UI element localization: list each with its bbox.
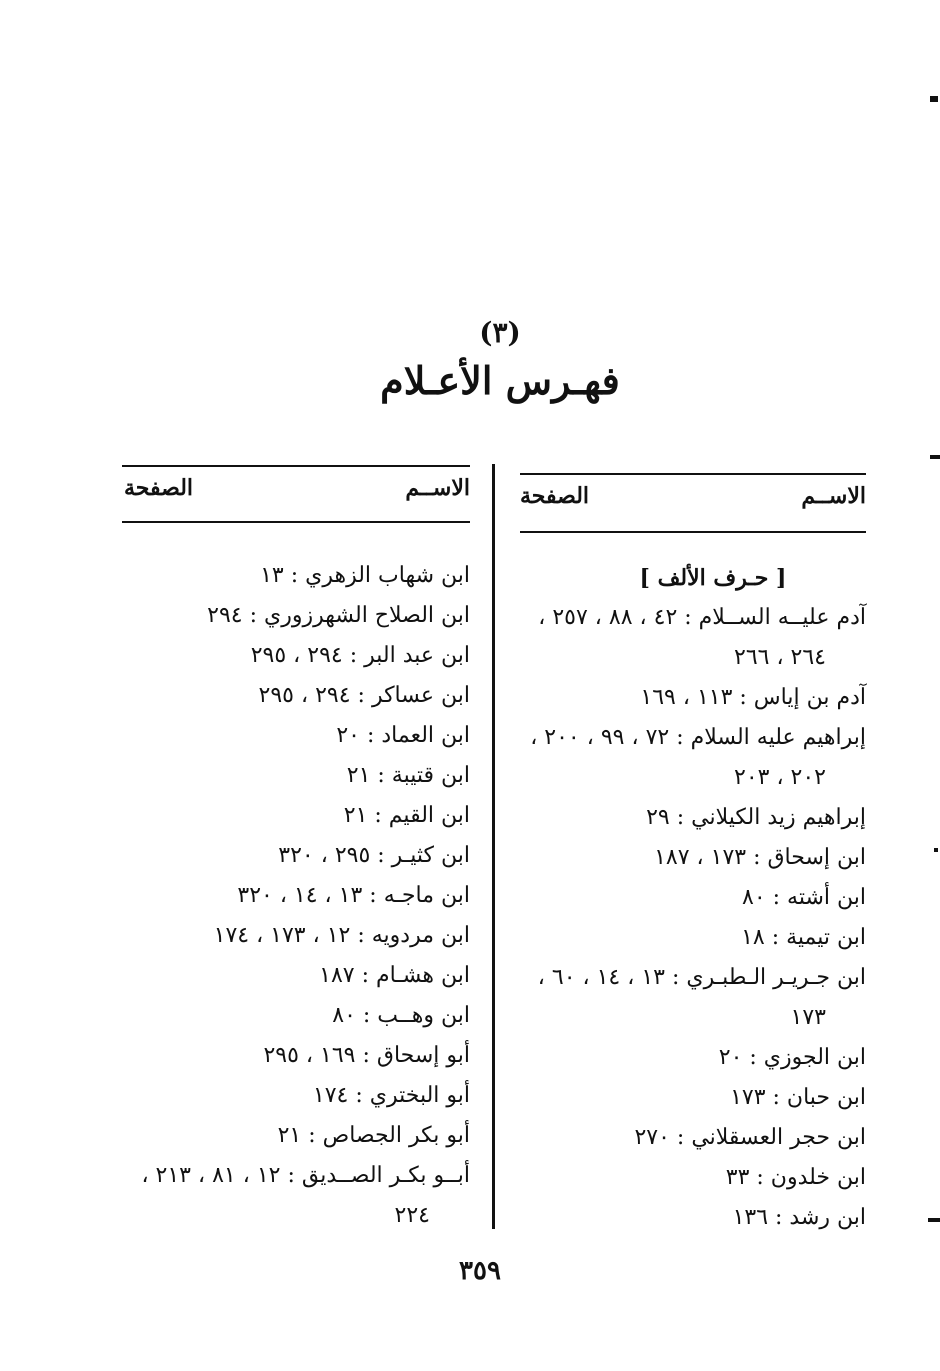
index-entry: ابن العماد : ٢٠	[336, 723, 470, 748]
index-entry: ابن الجوزي : ٢٠	[718, 1045, 866, 1070]
column-header	[112, 475, 470, 515]
header-rule-top	[520, 473, 866, 475]
scan-edge-mark	[928, 1218, 940, 1222]
page-number: ٣٥٩	[459, 1256, 501, 1286]
index-entry: إبراهيم زيد الكيلاني : ٢٩	[646, 805, 866, 830]
page-header: الصفحة	[520, 483, 590, 509]
index-entry: ابن كثيـر : ٢٩٥ ، ٣٢٠	[278, 843, 470, 868]
header-rule-top	[122, 465, 470, 467]
index-entry: ابن وهــب : ٨٠	[332, 1003, 470, 1028]
scan-edge-mark	[934, 848, 938, 852]
scan-edge-mark	[930, 96, 938, 102]
index-entry: آدم بن إياس : ١١٣ ، ١٦٩	[640, 685, 866, 710]
column-divider	[492, 464, 495, 1229]
index-entry: ابن مردويه : ١٢ ، ١٧٣ ، ١٧٤	[213, 923, 470, 948]
index-entry: ابن هشـام : ١٨٧	[319, 963, 470, 988]
index-entry: ابن حجر العسقلاني : ٢٧٠	[634, 1125, 866, 1150]
index-entry: ابن رشد : ١٣٦	[732, 1205, 866, 1230]
section-heading: [ حـرف الألف ]	[639, 565, 787, 591]
page-header: الصفحة	[124, 475, 194, 501]
header-rule-bottom	[122, 521, 470, 523]
index-entry: أبو بكر الجصاص : ٢١	[277, 1123, 470, 1148]
index-list	[520, 558, 866, 1238]
index-number: (٣)	[479, 316, 521, 349]
index-entry: ابن قتيبة : ٢١	[346, 763, 470, 788]
index-entry: ابن عساكر : ٢٩٤ ، ٢٩٥	[258, 683, 470, 708]
index-entry: أبو إسحاق : ١٦٩ ، ٢٩٥	[263, 1043, 470, 1068]
index-entry-continuation: ٢٢٤	[394, 1203, 430, 1228]
index-entry-continuation: ١٧٣	[790, 1005, 826, 1030]
name-header: الاســم	[405, 475, 470, 501]
column-header	[520, 483, 866, 523]
index-entry: ابن ماجـه : ١٣ ، ١٤ ، ٣٢٠	[237, 883, 470, 908]
header-rule-bottom	[520, 531, 866, 533]
index-entry: أبــو بكـر الصــديق : ١٢ ، ٨١ ، ٢١٣ ،	[141, 1163, 470, 1188]
index-entry: ابن شهاب الزهري : ١٣	[260, 563, 470, 588]
index-entry-continuation: ٢٠٢ ، ٢٠٣	[734, 765, 826, 790]
index-entry: ابن إسحاق : ١٧٣ ، ١٨٧	[654, 845, 866, 870]
index-entry: ابن خلدون : ٣٣	[725, 1165, 866, 1190]
index-entry-continuation: ٢٦٤ ، ٢٦٦	[734, 645, 826, 670]
scan-edge-mark	[930, 455, 940, 459]
index-entry: أبو البختري : ١٧٤	[312, 1083, 470, 1108]
index-entry: آدم عليــه الســلام : ٤٢ ، ٨٨ ، ٢٥٧ ،	[538, 605, 866, 630]
index-entry: ابن عبد البر : ٢٩٤ ، ٢٩٥	[250, 643, 470, 668]
index-entry: إبراهيم عليه السلام : ٧٢ ، ٩٩ ، ٢٠٠ ،	[530, 725, 866, 750]
index-entry: ابن الصلاح الشهرزوري : ٢٩٤	[207, 603, 470, 628]
index-title: فهـرس الأعـلام	[380, 358, 620, 403]
index-entry: ابن أشته : ٨٠	[742, 885, 866, 910]
index-entry: ابن القيم : ٢١	[343, 803, 470, 828]
index-entry: ابن حبان : ١٧٣	[730, 1085, 866, 1110]
index-list	[112, 556, 470, 1236]
name-header: الاســم	[801, 483, 866, 509]
index-entry: ابن تيمية : ١٨	[741, 925, 866, 950]
index-entry: ابن جـريـر الـطبـري : ١٣ ، ١٤ ، ٦٠ ،	[537, 965, 866, 990]
